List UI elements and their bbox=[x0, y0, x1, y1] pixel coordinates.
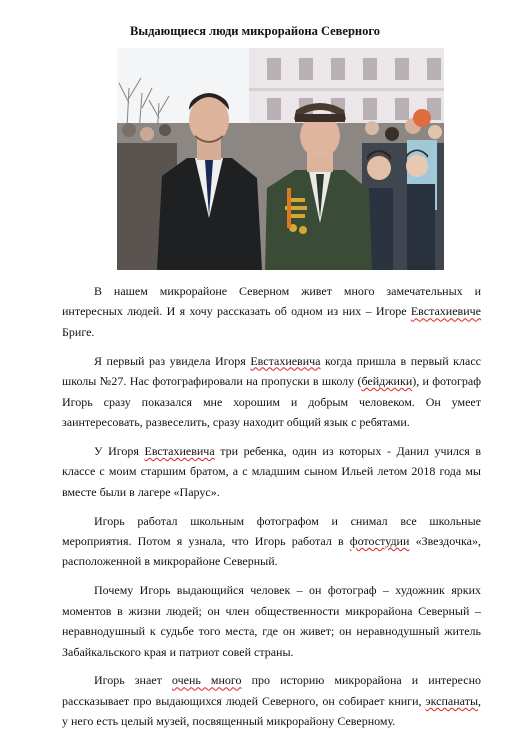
spellcheck-word: Евстахиевича bbox=[144, 443, 215, 458]
paragraph-5: Почему Игорь выдающийся человек – он фотограф – художник ярких моментов в жизни людей; он член общественности микрорайона Северный – неравнодушный к судьбе того места, где он живет; он неравнодушный житель Забайкальского края и патриот совей страны. bbox=[62, 583, 481, 659]
spellcheck-word: Евстахиевиче bbox=[410, 304, 481, 319]
paragraph-4: Игорь работал школьным фотографом и снимал все школьные мероприятия. Потом я узнала, что Игорь работал в фотостудии «Звездочка», расположенной в микрорайоне Северный. bbox=[62, 513, 481, 569]
paragraph-6: Игорь знает очень много про историю микрорайона и интересно рассказывает про выдающихся людей Северного, он собирает книги, экспанаты, у него есть целый музей, посвященный микрорайону Северному. bbox=[62, 673, 481, 729]
spellcheck-word: Евстахиевича bbox=[250, 353, 321, 368]
paragraph-3: У Игоря Евстахиевича три ребенка, один из которых - Данил учился в классе с моим старшим братом, а с младшим сыном Ильей летом 2018 года мы вместе были в лагере «Парус». bbox=[62, 443, 481, 499]
spellcheck-word: очень много bbox=[171, 673, 242, 688]
paragraph-2: Я первый раз увидела Игоря Евстахиевича когда пришла в первый класс школы №27. Нас фотографировали на пропуски в школу (бейджики), и фотограф Игорь сразу показался мне хорошим и добрым человеком. Он умеет заинтересовать, развеселить, сразу находит общий язык с ребятами. bbox=[62, 353, 481, 429]
spellcheck-word: бейджики bbox=[361, 374, 413, 389]
spellcheck-word: экспанаты bbox=[425, 693, 478, 708]
article-photo bbox=[117, 48, 444, 270]
spellcheck-word: фотостудии bbox=[349, 533, 410, 548]
article-body bbox=[62, 281, 481, 740]
document-title: Выдающиеся люди микрорайона Северного bbox=[129, 24, 380, 38]
photo-illustration bbox=[117, 48, 444, 270]
paragraph-1: В нашем микрорайоне Северном живет много замечательных и интересных людей. И я хочу рассказать об одном из них – Игоре Евстахиевиче Бриге. bbox=[62, 284, 481, 339]
